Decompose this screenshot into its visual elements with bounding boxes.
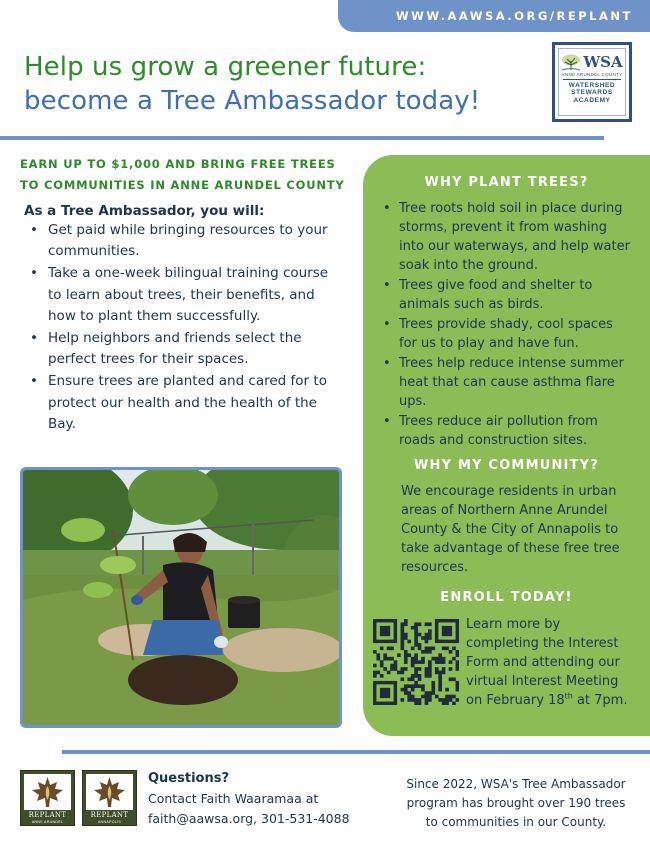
replant-sub: ANNAPOLIS	[97, 820, 122, 824]
enroll-line-1: Learn more by	[466, 617, 561, 632]
wsa-logo-rule	[563, 79, 621, 80]
enroll-today-heading: ENROLL TODAY!	[440, 590, 573, 605]
headline-line-2: become a Tree Ambassador today!	[24, 86, 481, 116]
wsa-logo-county: ANNE ARUNDEL COUNTY	[561, 72, 623, 77]
maple-leaf-icon	[24, 774, 71, 810]
list-item: • Take a one-week bilingual training course to learn about trees, their benefits, and how to plant them successfully.	[30, 263, 342, 327]
why-my-community-heading: WHY MY COMMUNITY?	[414, 458, 599, 473]
list-item: • Get paid while bringing resources to your communities.	[30, 220, 342, 262]
why-plant-trees-heading: WHY PLANT TREES?	[424, 175, 589, 190]
website-url-tab[interactable]	[338, 0, 650, 32]
list-item: • Trees give food and shelter to animals such as birds.	[383, 276, 633, 314]
summary-line-1: Since 2022, WSA's Tree Ambassador	[406, 777, 626, 791]
meeting-time: at 7pm.	[572, 693, 628, 708]
list-item: • Tree roots hold soil in place during storms, prevent it from washing into our waterways, and help water soak into the ground.	[383, 199, 633, 275]
program-summary	[400, 775, 632, 832]
enroll-text	[466, 615, 642, 710]
headline	[24, 50, 544, 118]
wsa-logo-name-3: ACADEMY	[573, 96, 611, 104]
maple-leaf-icon	[86, 774, 133, 810]
headline-line-1: Help us grow a greener future:	[24, 52, 427, 82]
meeting-date: on February 18	[466, 693, 565, 708]
qr-code[interactable]	[373, 619, 459, 705]
bottom-divider	[62, 750, 650, 754]
wsa-logo-name-1: WATERSHED	[568, 82, 616, 89]
community-text: We encourage residents in urban areas of Northern Anne Arundel County & the City of Annapolis to take advantage of these free tree resources.	[401, 484, 620, 575]
replant-annapolis-logo	[82, 770, 137, 826]
enroll-line-5	[466, 691, 642, 710]
wsa-logo	[552, 42, 632, 122]
meeting-date-suffix: th	[564, 691, 573, 701]
earn-callout	[20, 154, 365, 196]
wsa-logo-name-2: STEWARDS	[571, 89, 613, 97]
summary-line-2: program has brought over 190 trees	[406, 796, 626, 810]
questions-title: Questions?	[148, 771, 229, 786]
replant-sub: ANNE ARUNDEL	[31, 820, 64, 824]
tree-planting-photo	[20, 467, 342, 728]
list-item: • Ensure trees are planted and cared for to protect our health and the health of the Bay.	[30, 371, 342, 435]
questions-contact	[148, 769, 368, 829]
ambassador-title: As a Tree Ambassador, you will:	[24, 203, 265, 219]
contact-email-phone[interactable]: faith@aawsa.org, 301-531-4088	[148, 811, 350, 826]
replant-anne-arundel-logo	[20, 770, 75, 826]
summary-line-3: to communities in our County.	[425, 815, 607, 829]
website-url[interactable]: WWW.AAWSA.ORG/REPLANT	[396, 9, 633, 23]
enroll-line-3: Form and attending our	[466, 655, 620, 670]
tree-icon	[561, 53, 581, 71]
enroll-line-4: virtual Interest Meeting	[466, 674, 619, 689]
earn-line-1: EARN UP TO $1,000 AND BRING FREE TREES	[20, 157, 336, 171]
list-item: • Help neighbors and friends select the perfect trees for their spaces.	[30, 328, 342, 370]
wsa-logo-letters: WSA	[583, 53, 623, 71]
contact-line-1: Contact Faith Waaramaa at	[148, 791, 319, 806]
list-item: • Trees reduce air pollution from roads and construction sites.	[383, 412, 633, 450]
list-item: • Trees provide shady, cool spaces for us to play and have fun.	[383, 315, 633, 353]
list-item: • Trees help reduce intense summer heat that can cause asthma flare ups.	[383, 354, 633, 411]
info-panel	[363, 155, 650, 736]
replant-word: REPLANT	[90, 811, 129, 819]
why-plant-trees-list	[383, 199, 633, 451]
replant-word: REPLANT	[28, 811, 67, 819]
ambassador-duties-list	[30, 220, 342, 436]
top-divider	[0, 136, 604, 140]
enroll-line-2: completing the Interest	[466, 636, 619, 651]
earn-line-2: TO COMMUNITIES IN ANNE ARUNDEL COUNTY	[20, 178, 345, 192]
